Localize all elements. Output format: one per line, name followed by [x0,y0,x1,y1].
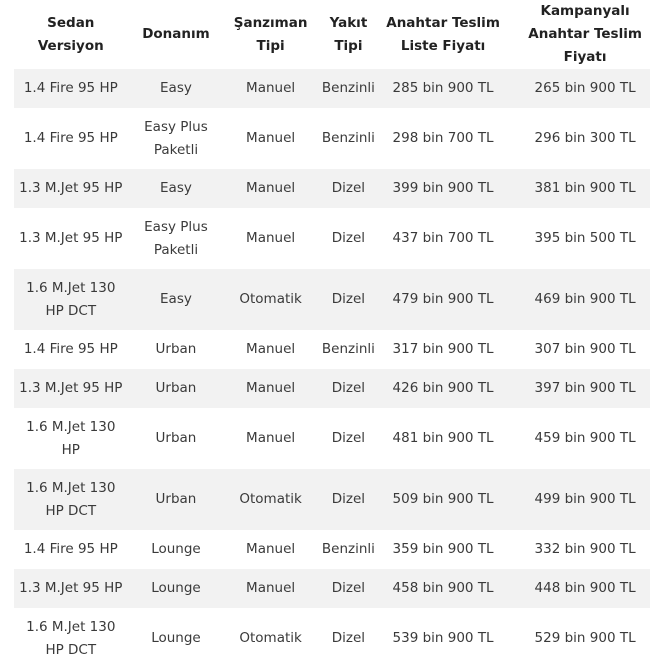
cell-list-price: 317 bin 900 TL [392,341,494,357]
cell-transmission: Manuel [246,341,296,357]
cell-trim: Urban [155,430,197,446]
table-row [14,330,650,369]
cell-list-price: 426 bin 900 TL [392,380,494,396]
cell-transmission: Otomatik [239,291,302,307]
cell-fuel: Dizel [331,230,366,246]
cell-trim: Lounge [151,541,201,557]
cell-list-price: 437 bin 700 TL [392,230,494,246]
cell-campaign-price: 448 bin 900 TL [534,580,636,596]
cell-list-price: 539 bin 900 TL [392,630,494,646]
cell-version: 1.3 M.Jet 95 HP [19,580,123,596]
cell-fuel: Benzinli [321,541,375,557]
cell-transmission: Manuel [246,541,296,557]
cell-campaign-price: 265 bin 900 TL [534,80,636,96]
header-list-price: Anahtar Teslim Liste Fiyatı [386,14,500,54]
cell-trim: Urban [155,491,197,507]
cell-trim: Urban [155,341,197,357]
cell-campaign-price: 459 bin 900 TL [534,430,636,446]
table-header-row [14,0,650,69]
cell-fuel: Dizel [331,380,366,396]
table-row [14,530,650,569]
cell-trim: Easy [160,180,192,196]
cell-fuel: Dizel [331,180,366,196]
header-fuel-type: Yakıt Tipi [329,14,368,54]
cell-version: 1.6 M.Jet 130 HP DCT [26,279,116,319]
cell-fuel: Dizel [331,430,366,446]
cell-trim: Lounge [151,580,201,596]
cell-list-price: 399 bin 900 TL [392,180,494,196]
cell-campaign-price: 499 bin 900 TL [534,491,636,507]
cell-trim: Lounge [151,630,201,646]
table-row [14,69,650,108]
cell-transmission: Manuel [246,580,296,596]
cell-campaign-price: 529 bin 900 TL [534,630,636,646]
table-row [14,108,650,169]
table-row [14,208,650,269]
cell-fuel: Benzinli [321,341,375,357]
table-row [14,608,650,669]
cell-transmission: Manuel [246,380,296,396]
cell-version: 1.4 Fire 95 HP [23,130,118,146]
cell-fuel: Dizel [331,630,366,646]
cell-version: 1.4 Fire 95 HP [23,541,118,557]
header-transmission: Şanzıman Tipi [233,14,308,54]
cell-campaign-price: 469 bin 900 TL [534,291,636,307]
cell-version: 1.4 Fire 95 HP [23,80,118,96]
cell-fuel: Dizel [331,580,366,596]
cell-campaign-price: 307 bin 900 TL [534,341,636,357]
cell-campaign-price: 395 bin 500 TL [534,230,636,246]
cell-trim: Easy Plus Paketli [144,218,208,258]
cell-version: 1.4 Fire 95 HP [23,341,118,357]
cell-fuel: Dizel [331,491,366,507]
table-row [14,569,650,608]
cell-version: 1.3 M.Jet 95 HP [19,380,123,396]
cell-transmission: Manuel [246,180,296,196]
cell-list-price: 458 bin 900 TL [392,580,494,596]
cell-list-price: 481 bin 900 TL [392,430,494,446]
table-row [14,469,650,530]
cell-fuel: Benzinli [321,130,375,146]
cell-transmission: Manuel [246,80,296,96]
cell-list-price: 285 bin 900 TL [392,80,494,96]
cell-transmission: Manuel [246,430,296,446]
cell-list-price: 359 bin 900 TL [392,541,494,557]
table-row [14,169,650,208]
cell-transmission: Otomatik [239,491,302,507]
header-trim: Donanım [142,26,210,42]
cell-trim: Easy [160,80,192,96]
cell-version: 1.3 M.Jet 95 HP [19,230,123,246]
header-sedan-version: Sedan Versiyon [37,14,104,54]
cell-fuel: Dizel [331,291,366,307]
cell-transmission: Otomatik [239,630,302,646]
table-row [14,408,650,469]
cell-version: 1.6 M.Jet 130 HP DCT [26,618,116,658]
table-row [14,269,650,330]
cell-campaign-price: 332 bin 900 TL [534,541,636,557]
price-table [14,0,650,669]
cell-transmission: Manuel [246,230,296,246]
cell-transmission: Manuel [246,130,296,146]
cell-fuel: Benzinli [321,80,375,96]
cell-list-price: 509 bin 900 TL [392,491,494,507]
cell-campaign-price: 296 bin 300 TL [534,130,636,146]
table-row [14,369,650,408]
cell-campaign-price: 381 bin 900 TL [534,180,636,196]
cell-trim: Easy [160,291,192,307]
cell-trim: Urban [155,380,197,396]
cell-trim: Easy Plus Paketli [144,118,208,158]
cell-list-price: 298 bin 700 TL [392,130,494,146]
header-campaign-price: Kampanyalı Anahtar Teslim Fiyatı [528,3,642,65]
cell-version: 1.6 M.Jet 130 HP [26,418,116,458]
cell-version: 1.6 M.Jet 130 HP DCT [26,479,116,519]
cell-version: 1.3 M.Jet 95 HP [19,180,123,196]
cell-list-price: 479 bin 900 TL [392,291,494,307]
cell-campaign-price: 397 bin 900 TL [534,380,636,396]
